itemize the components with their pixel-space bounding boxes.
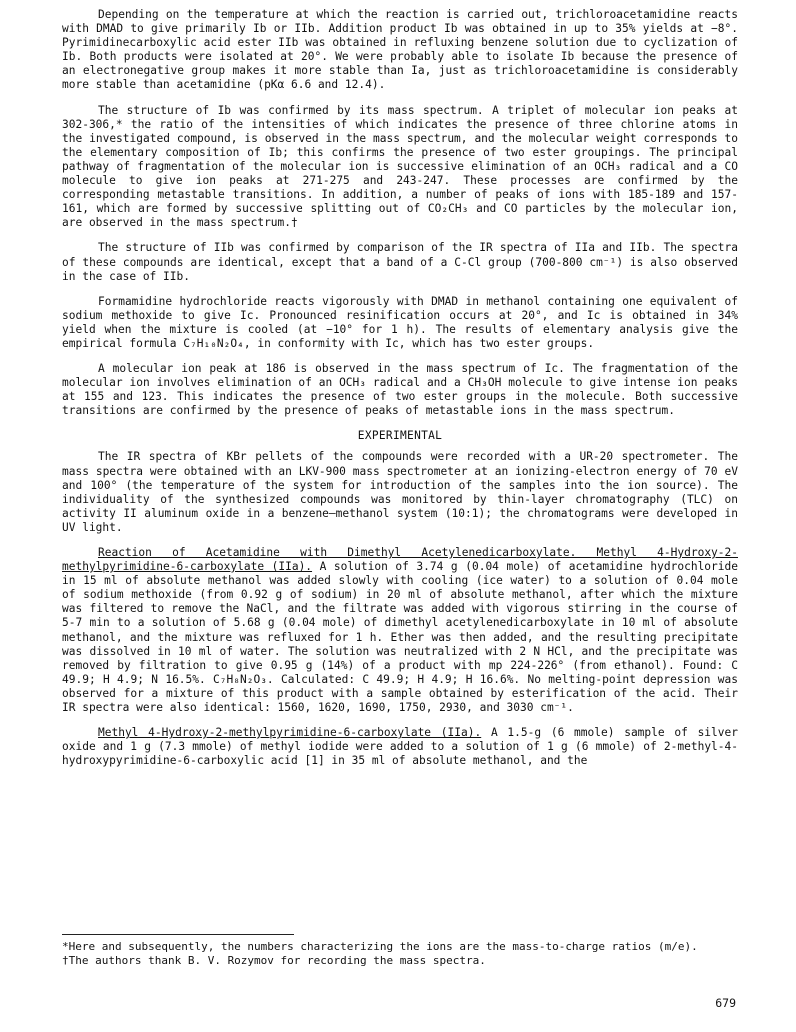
section-methyl-ester: [62, 726, 738, 768]
paragraph-1-text: Depending on the temperature at which the reaction is carried out, trichloroacetamidine reacts with DMAD to give primarily Ib or IIb. Addition product Ib was obtained in up to 35% yields at −8°. Pyrimidinecarboxylic acid ester IIb was obtained in refluxing benzene solution due to cyclization of Ib. Both products were isolated at 20°. We were probably able to isolate Ib because the presence of an electronegative group makes it more stable than Ia, just as trichloroacetamidine is considerably more stable than acetamidine (pKα 6.6 and 12.4).: [62, 8, 738, 92]
paragraph-1: [62, 8, 738, 93]
paragraph-2: [62, 104, 738, 231]
experimental-intro-text: The IR spectra of KBr pellets of the compounds were recorded with a UR-20 spectrometer. The mass spectra were obtained with an LKV-900 mass spectrometer at an ionizing-electron energy of 70 eV and 100° (the temperature of the system for introduction of the samples into the ion source). The individuality of the synthesized compounds was monitored by thin-layer chromatography (TLC) on activity II aluminum oxide in a benzene–methanol system (10:1); the chromatograms were developed in UV light.: [62, 450, 738, 534]
paragraph-4-text: Formamidine hydrochloride reacts vigorously with DMAD in methanol containing one equivalent of sodium methoxide to give Ic. Pronounced resinification occurs at 20°, and Ic is obtained in 34% yield when the mixture is cooled (at −10° for 1 h). The results of elementary analysis give the empirical formula C₇H₁₀N₂O₄, in conformity with Ic, which has two ester groups.: [62, 294, 738, 350]
page-body: [62, 8, 738, 779]
footnote-divider: [62, 934, 294, 935]
page-number: 679: [715, 996, 736, 1010]
section-1-body: A solution of 3.74 g (0.04 mole) of acetamidine hydrochloride in 15 ml of absolute methanol was added slowly with cooling (ice water) to a solution of 0.04 mole of sodium methoxide (from 0.92 g of sodium) in 20 ml of absolute methanol, after which the mixture was filtered to remove the NaCl, and the filtrate was added with vigorous stirring in the course of 5-7 min to a solution of 5.68 g (0.04 mole) of dimethyl acetylenedicarboxylate in 10 ml of absolute methanol, and the mixture was refluxed for 1 h. Ether was then added, and the resulting precipitate was dissolved in 10 ml of water. The solution was neutralized with 2 N HCl, and the precipitate was removed by filtration to give 0.95 g (14%) of a product with mp 224-226° (from ethanol). Found: C 49.9; H 4.9; N 16.5%. C₇H₈N₂O₃. Calculated: C 49.9; H 4.9; H 16.6%. No melting-point depression was observed for a mixture of this product with a sample obtained by esterification of the acid. Their IR spectra were also identical: 1560, 1620, 1690, 1750, 2930, and 3030 cm⁻¹.: [62, 560, 738, 715]
section-acetamidine-reaction: [62, 546, 738, 715]
footnotes: [62, 934, 762, 968]
footnote-mass-charge: *Here and subsequently, the numbers characterizing the ions are the mass-to-charge ratios (m/e).: [62, 940, 698, 953]
section-1-title: Reaction of Acetamidine with Dimethyl Acetylenedicarboxylate. Methyl 4-Hydroxy-2-methylpyrimidine-6-carboxylate (IIa).: [62, 546, 738, 574]
paragraph-5-text: A molecular ion peak at 186 is observed in the mass spectrum of Ic. The fragmentation of the molecular ion involves elimination of an OCH₃ radical and a CH₃OH molecule to give intense ion peaks at 155 and 123. This indicates the presence of two ester groups in the molecule. Both successive transitions are confirmed by the presence of peaks of metastable ions in the mass spectrum.: [62, 362, 738, 418]
experimental-intro: [62, 450, 738, 535]
paragraph-2-text: The structure of Ib was confirmed by its mass spectrum. A triplet of molecular ion peaks at 302-306,* the ratio of the intensities of which indicates the presence of three chlorine atoms in the investigated compound, is observed in the mass spectrum, and the molecular weight corresponds to the elementary composition of Ib; this confirms the presence of two ester groupings. The principal pathway of fragmentation of the molecular ion is successive elimination of an OCH₃ radical and a CO molecule to give ion peaks at 271-275 and 243-247. These processes are confirmed by the corresponding metastable transitions. In addition, a number of peaks of ions with 185-189 and 157-161, which are formed by successive splitting out of CO₂CH₃ and CO particles by the molecular ion, are observed in the mass spectrum.†: [62, 103, 738, 230]
section-2-body: A 1.5-g (6 mmole) sample of silver oxide and 1 g (7.3 mmole) of methyl iodide were added to a solution of 1 g (6 mmole) of 2-methyl-4-hydroxypyrimidine-6-carboxylic acid [1] in 35 ml of absolute methanol, and the: [62, 726, 738, 768]
section-2-title: Methyl 4-Hydroxy-2-methylpyrimidine-6-carboxylate (IIa).: [98, 726, 482, 740]
paragraph-3: [62, 241, 738, 283]
paragraph-4: [62, 295, 738, 351]
footnote-acknowledgement: †The authors thank B. V. Rozymov for recording the mass spectra.: [62, 954, 486, 967]
paragraph-5: [62, 362, 738, 418]
experimental-heading: EXPERIMENTAL: [357, 429, 443, 443]
paragraph-3-text: The structure of IIb was confirmed by comparison of the IR spectra of IIa and IIb. The spectra of these compounds are identical, except that a band of a C-Cl group (700-800 cm⁻¹) is also observed in the case of IIb.: [62, 241, 738, 283]
